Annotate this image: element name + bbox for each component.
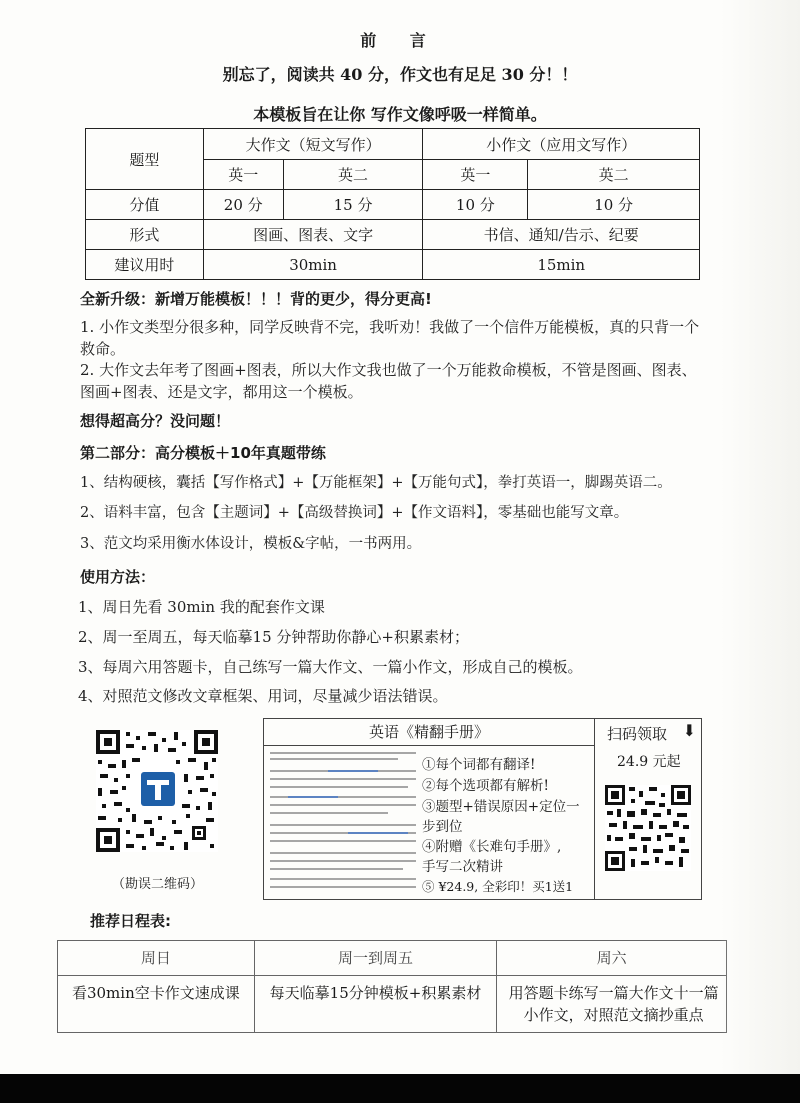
promo-feature-3: ③题型+错误原因+定位一 — [422, 799, 580, 815]
row-label-score: 分值 — [86, 190, 204, 220]
upgrade-paragraph-2: 2. 大作文去年考了图画+图表，所以大作文我也做了一个万能救命模板，不管是图画、图表、图画+图表、还是文字，都用这一个模板。 — [80, 361, 697, 401]
promo-feature-4: ④附赠《长难句手册》, — [422, 839, 562, 855]
header-big-essay: 大作文（短文写作） — [203, 129, 423, 160]
usage-heading: 使用方法： — [80, 568, 156, 586]
schedule-heading: 推荐日程表: — [90, 912, 171, 930]
big-form: 图画、图表、文字 — [203, 220, 423, 250]
big-eng1: 英一 — [203, 160, 283, 190]
part-two-item-1: 1、结构硬核，囊括【写作格式】+【万能框架】+【万能句式】，拳打英语一，脚踢英语二。 — [80, 475, 672, 491]
big-time: 30min — [203, 250, 423, 280]
essay-overview-table — [85, 128, 700, 280]
upgrade-heading: 全新升级：新增万能模板！！！背的更少，得分更高! — [80, 290, 432, 308]
scan-label: 扫码领取 — [607, 725, 668, 743]
schedule-col-weekdays: 周一到周五 — [254, 941, 497, 976]
schedule-col-saturday: 周六 — [497, 941, 727, 976]
small-eng1: 英一 — [423, 160, 528, 190]
errata-qr-caption: （勘误二维码） — [112, 877, 204, 892]
row-label-time: 建议用时 — [86, 250, 204, 280]
promo-feature-4-cont: 手写二次精讲 — [422, 859, 503, 875]
translation-manual-promo — [263, 718, 702, 900]
schedule-cell-sunday: 看30min空卡作文速成课 — [58, 976, 255, 1033]
small-eng2-score: 10 分 — [528, 190, 700, 220]
schedule-cell-saturday: 用答题卡练写一篇大作文十一篇小作文，对照范文摘抄重点 — [497, 976, 727, 1033]
big-eng2: 英二 — [283, 160, 423, 190]
small-eng2: 英二 — [528, 160, 700, 190]
tagline: 本模板旨在让你 写作文像呼吸一样简单。 — [253, 105, 547, 124]
promo-purchase-panel — [594, 719, 702, 899]
sample-page-thumbnail — [268, 749, 418, 894]
row-label-type: 题型 — [86, 129, 204, 190]
schedule-table — [57, 940, 727, 1033]
small-form: 书信、通知/告示、纪要 — [423, 220, 700, 250]
scan-shadow-edge — [720, 0, 800, 1103]
usage-item-2: 2、周一至周五，每天临摹15 分钟帮助你静心+积累素材； — [78, 628, 469, 646]
big-eng2-score: 15 分 — [283, 190, 423, 220]
promo-feature-2: ②每个选项都有解析! — [422, 778, 549, 794]
usage-item-4: 4、对照范文修改文章框架、用词，尽量减少语法错误。 — [78, 687, 448, 705]
high-score-heading: 想得超高分？没问题！ — [80, 412, 231, 430]
promo-title: 英语《精翻手册》 — [264, 719, 594, 746]
promo-price: 24.9 元起 — [617, 754, 681, 770]
promo-feature-5: ⑤ ¥24.9, 全彩印！买1送1 — [422, 879, 574, 894]
small-eng1-score: 10 分 — [423, 190, 528, 220]
usage-item-1: 1、周日先看 30min 我的配套作文课 — [78, 598, 325, 616]
part-two-item-2: 2、语料丰富，包含【主题词】+【高级替换词】+【作文语料】，零基础也能写文章。 — [80, 505, 629, 521]
errata-qr-code[interactable] — [96, 730, 218, 852]
upgrade-paragraph-1: 1. 小作文类型分很多种，同学反映背不完，我听劝！我做了一个信件万能模板，真的只背一个救命。 — [80, 318, 700, 358]
part-two-item-3: 3、范文均采用衡水体设计，模板&字帖，一书两用。 — [80, 536, 422, 552]
schedule-col-sunday: 周日 — [58, 941, 255, 976]
page-title: 前 言 — [360, 31, 440, 50]
small-time: 15min — [423, 250, 700, 280]
usage-item-3: 3、每周六用答题卡，自己练写一篇大作文、一篇小作文，形成自己的模板。 — [78, 658, 583, 676]
part-two-heading: 第二部分：高分模板＋10年真题带练 — [80, 444, 326, 462]
subtitle: 别忘了，阅读共 40 分，作文也有足足 30 分！！ — [222, 65, 578, 84]
header-small-essay: 小作文（应用文写作） — [423, 129, 700, 160]
promo-feature-1: ①每个词都有翻译! — [422, 757, 536, 773]
schedule-cell-weekdays: 每天临摹15分钟模板+积累素材 — [254, 976, 497, 1033]
row-label-form: 形式 — [86, 220, 204, 250]
scan-bottom-border — [0, 1074, 800, 1103]
purchase-qr-code[interactable] — [605, 785, 691, 871]
promo-feature-3-cont: 步到位 — [422, 819, 463, 835]
big-eng1-score: 20 分 — [203, 190, 283, 220]
down-arrow-icon: ⬇ — [682, 721, 696, 740]
